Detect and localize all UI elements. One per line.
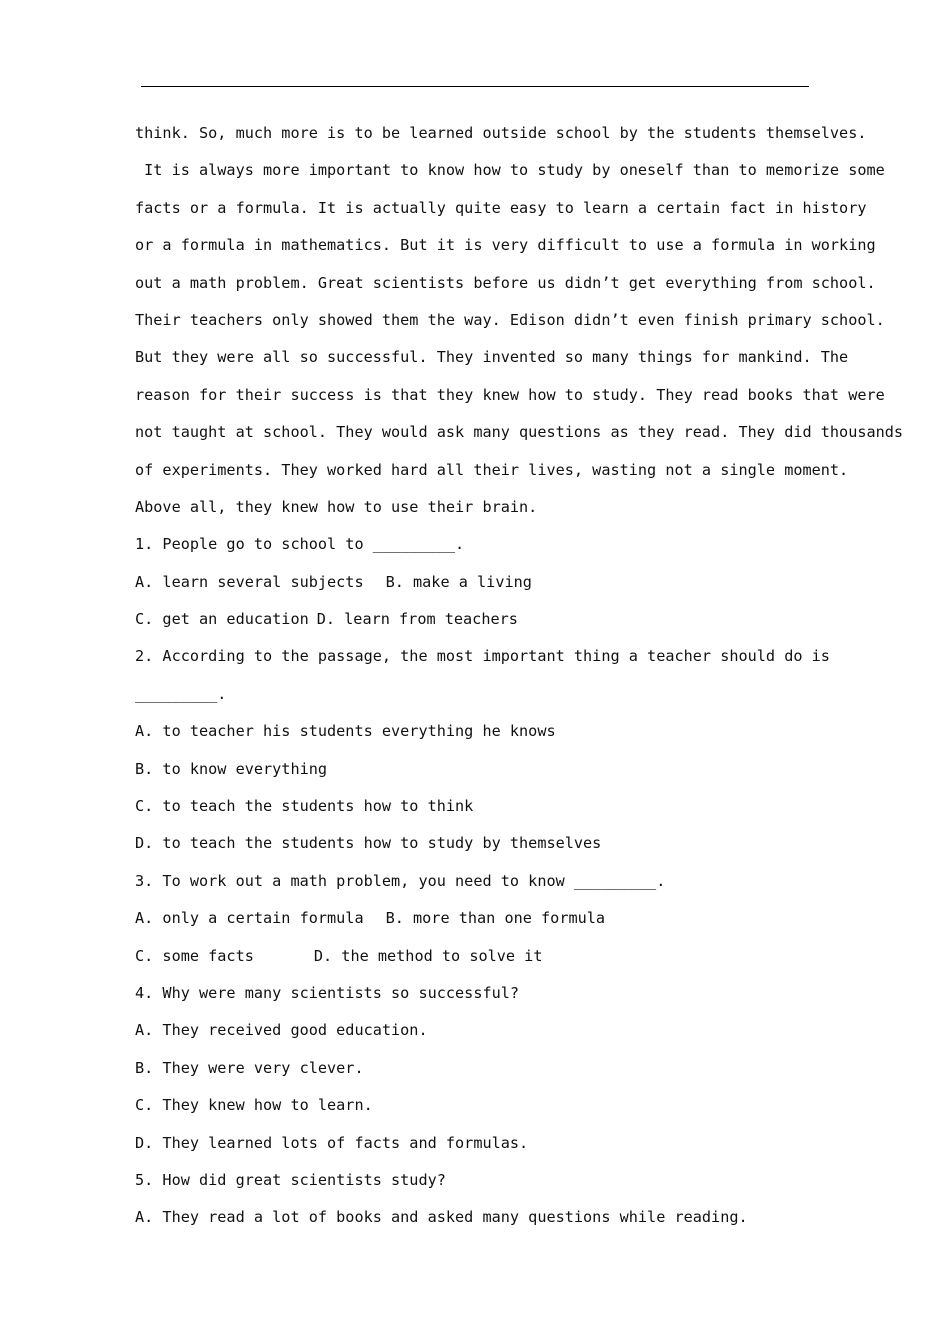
question-5-option-a: A. They read a lot of books and asked many questions while reading. — [135, 1208, 748, 1227]
passage-line: Their teachers only showed them the way. Edison didn’t even finish primary school. — [135, 310, 885, 329]
question-3-option-c: C. some facts — [135, 946, 254, 965]
question-5-stem: 5. How did great scientists study? — [135, 1170, 446, 1189]
question-3-stem: 3. To work out a math problem, you need to know _________. — [135, 871, 666, 890]
document-body — [135, 115, 904, 1237]
question-1-options-row-2 — [135, 601, 817, 638]
question-2-stem-blank: _________. — [135, 684, 227, 703]
question-2-option-c: C. to teach the students how to think — [135, 797, 474, 816]
question-3-options-row-1 — [135, 900, 817, 937]
question-1-option-d: D. learn from teachers — [316, 610, 518, 629]
passage-line: It is always more important to know how to study by oneself than to memorize some — [135, 161, 885, 180]
question-3-option-a: A. only a certain formula — [135, 909, 364, 928]
question-4-option-c: C. They knew how to learn. — [135, 1096, 373, 1115]
passage-line: facts or a formula. It is actually quite easy to learn a certain fact in history — [135, 198, 867, 217]
passage-line: Above all, they knew how to use their brain. — [135, 497, 538, 516]
question-2-option-d: D. to teach the students how to study by themselves — [135, 834, 602, 853]
question-4-stem: 4. Why were many scientists so successful? — [135, 983, 520, 1002]
question-1-option-a: A. learn several subjects — [135, 572, 364, 591]
question-3-option-d: D. the method to solve it — [313, 946, 543, 965]
question-2-stem: 2. According to the passage, the most important thing a teacher should do is — [135, 647, 830, 666]
question-1-option-c: C. get an education — [135, 610, 309, 629]
question-4-option-d: D. They learned lots of facts and formulas. — [135, 1133, 529, 1152]
question-3-option-b: B. more than one formula — [385, 909, 606, 928]
question-2-option-a: A. to teacher his students everything he knows — [135, 722, 556, 741]
passage-line: think. So, much more is to be learned outside school by the students themselves. — [135, 124, 867, 142]
passage-line: not taught at school. They would ask many questions as they read. They did thousands — [135, 423, 904, 442]
question-1-option-b: B. make a living — [385, 572, 532, 591]
header-rule — [141, 86, 809, 87]
question-1-options-row-1 — [135, 564, 817, 601]
passage-line: reason for their success is that they knew how to study. They read books that were — [135, 385, 885, 404]
question-4-option-b: B. They were very clever. — [135, 1058, 364, 1077]
passage-line: of experiments. They worked hard all their lives, wasting not a single moment. — [135, 460, 849, 479]
question-4-option-a: A. They received good education. — [135, 1021, 428, 1040]
question-1-stem: 1. People go to school to _________. — [135, 535, 465, 554]
passage-line: out a math problem. Great scientists before us didn’t get everything from school. — [135, 273, 876, 292]
question-3-options-row-2 — [135, 938, 817, 975]
passage-line: or a formula in mathematics. But it is very difficult to use a formula in working — [135, 236, 876, 255]
question-2-option-b: B. to know everything — [135, 759, 328, 778]
passage-line: But they were all so successful. They invented so many things for mankind. The — [135, 348, 849, 367]
